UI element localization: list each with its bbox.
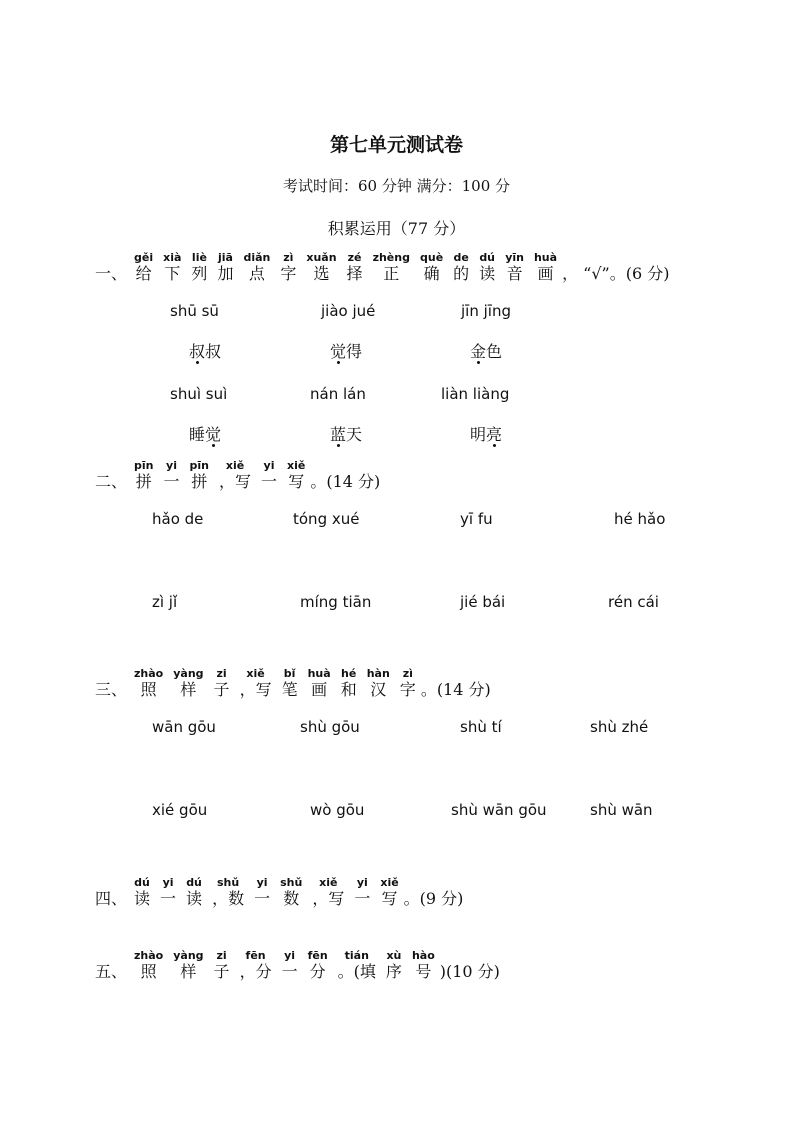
pinyin-annotation: jiā [217, 251, 233, 264]
hanzi-char: 照 [140, 962, 157, 981]
hanzi-char: 加 [217, 264, 234, 283]
ruby-char [282, 950, 298, 982]
question-1-heading [95, 252, 669, 284]
pinyin-annotation: zì [402, 667, 413, 680]
ruby-char [173, 950, 203, 982]
question-3-ruby-group [129, 668, 421, 700]
hanzi-char: 笔 [281, 680, 298, 699]
q3-stroke-2-3: shù wān gōu [451, 801, 547, 819]
pinyin-annotation: zi [216, 949, 227, 962]
ruby-char [160, 877, 176, 909]
ruby-char [243, 252, 270, 284]
hanzi-char: 字 [280, 264, 297, 283]
ruby-char [190, 460, 209, 492]
hanzi-char: 和 [340, 680, 357, 699]
hanzi-char: 拼 [135, 472, 152, 491]
q3-stroke-1-3: shù tí [460, 718, 502, 736]
hanzi-char: 数 [283, 889, 300, 908]
hanzi-char: ，写 [239, 680, 272, 699]
pinyin-annotation: yīn [505, 251, 524, 264]
question-4-heading [95, 877, 463, 909]
pinyin-annotation: xiě [246, 667, 265, 680]
q3-stroke-2-1: xié gōu [152, 801, 208, 819]
q3-stroke-1-4: shù zhé [590, 718, 649, 736]
pinyin-annotation: gěi [134, 251, 154, 264]
question-number: 二、 [95, 472, 128, 491]
pinyin-annotation: yàng [173, 949, 204, 962]
hanzi-char: 分 [309, 962, 326, 981]
hanzi-char: 给 [135, 264, 152, 283]
question-5-heading [95, 950, 500, 982]
hanzi-char: 音 [506, 264, 523, 283]
hanzi-char: 的 [453, 264, 470, 283]
hanzi-char: 一 [354, 889, 371, 908]
q1-word-1-2: 觉得 [330, 342, 363, 361]
q2-pinyin-1-1: hǎo de [152, 510, 204, 528]
q1-pinyin-2-3: liàn liàng [441, 385, 510, 403]
hanzi-char: 汉 [370, 680, 387, 699]
pinyin-annotation: shǔ [216, 876, 240, 889]
question-number: 一、 [95, 264, 128, 283]
ruby-char [214, 950, 230, 982]
ruby-char [505, 252, 524, 284]
hanzi-char: 一 [163, 472, 180, 491]
ruby-char [479, 252, 495, 284]
q1-pinyin-2-1: shuì suì [170, 385, 228, 403]
pinyin-annotation: hé [341, 667, 357, 680]
q2-pinyin-2-4: rén cái [608, 593, 659, 611]
q3-stroke-1-1: wān gōu [152, 718, 216, 736]
pinyin-annotation: fēn [307, 949, 328, 962]
hanzi-char: 读 [186, 889, 203, 908]
ruby-char [186, 877, 202, 909]
question-number: 五、 [95, 962, 128, 981]
pinyin-annotation: yàng [173, 667, 204, 680]
ruby-char [280, 252, 296, 284]
pinyin-annotation: zi [216, 667, 227, 680]
ruby-char [308, 668, 331, 700]
hanzi-char: 读 [134, 889, 151, 908]
pinyin-annotation: bǐ [283, 667, 296, 680]
q2-pinyin-1-4: hé hǎo [614, 510, 666, 528]
ruby-char [338, 950, 376, 982]
hanzi-char: 画 [537, 264, 554, 283]
pinyin-annotation: yi [256, 876, 268, 889]
pinyin-annotation: hàn [366, 667, 390, 680]
ruby-char [134, 460, 153, 492]
q3-stroke-1-2: shù gōu [300, 718, 360, 736]
pinyin-annotation: zì [283, 251, 294, 264]
hanzi-char: ，写 [219, 472, 252, 491]
hanzi-char: 写 [381, 889, 398, 908]
part-title: 积累运用（77 分） [327, 219, 466, 238]
pinyin-annotation: dú [479, 251, 496, 264]
question-2-ruby-group [129, 460, 310, 492]
hanzi-char: 一 [281, 962, 298, 981]
ruby-char [212, 877, 244, 909]
pinyin-annotation: zhèng [372, 251, 410, 264]
hanzi-char: 子 [213, 680, 230, 699]
pinyin-annotation: huà [533, 251, 558, 264]
ruby-char [386, 950, 402, 982]
ruby-char [312, 877, 344, 909]
pinyin-annotation: xù [386, 949, 402, 962]
hanzi-char: ，分 [239, 962, 272, 981]
pinyin-annotation: de [453, 251, 469, 264]
question-4-ruby-group [129, 877, 404, 909]
pinyin-annotation: xià [163, 251, 182, 264]
hanzi-char: 正 [383, 264, 400, 283]
pinyin-annotation: yi [263, 459, 275, 472]
ruby-char [287, 460, 305, 492]
ruby-char [282, 668, 298, 700]
ruby-char [163, 252, 181, 284]
pinyin-annotation: zé [347, 251, 362, 264]
hanzi-char: 子 [213, 962, 230, 981]
pinyin-annotation: zhào [134, 667, 164, 680]
q1-pinyin-1-3: jīn jīng [461, 302, 511, 320]
hanzi-char: 号 [415, 962, 432, 981]
ruby-char [254, 877, 270, 909]
question-5-tail: )(10 分) [439, 962, 500, 981]
q1-word-2-2: 蓝天 [330, 425, 363, 444]
question-2-tail: 。(14 分) [310, 472, 381, 491]
hanzi-char: 画 [311, 680, 328, 699]
question-1-tail: ， “√”。(6 分) [562, 264, 670, 283]
q1-pinyin-1-1: shū sū [170, 302, 219, 320]
ruby-char [373, 252, 410, 284]
pinyin-annotation: huà [307, 667, 331, 680]
q2-pinyin-2-3: jié bái [460, 593, 506, 611]
pinyin-annotation: dú [186, 876, 202, 889]
page-title: 第七单元测试卷 [329, 134, 463, 156]
ruby-char [400, 668, 416, 700]
pinyin-annotation: diǎn [243, 251, 271, 264]
question-3-tail: 。(14 分) [420, 680, 491, 699]
hanzi-char: 字 [399, 680, 416, 699]
q2-pinyin-2-2: míng tiān [300, 593, 372, 611]
ruby-char [219, 460, 251, 492]
hanzi-char: 一 [160, 889, 177, 908]
hanzi-char: 择 [346, 264, 363, 283]
ruby-char [453, 252, 469, 284]
q3-stroke-2-2: wò gōu [310, 801, 365, 819]
ruby-char [134, 950, 163, 982]
ruby-char [354, 877, 370, 909]
question-2-heading [95, 460, 380, 492]
question-number: 三、 [95, 680, 128, 699]
ruby-char [347, 252, 363, 284]
ruby-char [164, 460, 180, 492]
hanzi-char: 拼 [191, 472, 208, 491]
hanzi-char: 列 [191, 264, 208, 283]
ruby-char [240, 950, 272, 982]
hanzi-char: 读 [479, 264, 496, 283]
ruby-char [214, 668, 230, 700]
hanzi-char: 。(填 [337, 962, 376, 981]
hanzi-char: 点 [248, 264, 265, 283]
q1-word-1-3: 金色 [470, 342, 503, 361]
hanzi-char: 一 [254, 889, 271, 908]
pinyin-annotation: yi [166, 459, 177, 472]
pinyin-annotation: xiě [380, 876, 399, 889]
pinyin-annotation: xiě [319, 876, 338, 889]
pinyin-annotation: fēn [245, 949, 266, 962]
hanzi-char: 照 [140, 680, 157, 699]
pinyin-annotation: pīn [189, 459, 209, 472]
q2-pinyin-1-3: yī fu [460, 510, 493, 528]
ruby-char [261, 460, 277, 492]
q2-pinyin-1-2: tóng xué [293, 510, 360, 528]
pinyin-annotation: yi [162, 876, 174, 889]
ruby-char [420, 252, 443, 284]
question-1-ruby-group [129, 252, 562, 284]
ruby-char [173, 668, 203, 700]
ruby-char [134, 668, 163, 700]
hanzi-char: 写 [288, 472, 305, 491]
ruby-char [280, 877, 302, 909]
question-3-heading [95, 668, 491, 700]
hanzi-char: ，写 [312, 889, 345, 908]
q3-stroke-2-4: shù wān [590, 801, 653, 819]
ruby-char [380, 877, 398, 909]
q1-word-1-1: 叔叔 [189, 342, 222, 361]
ruby-char [412, 950, 435, 982]
question-5-ruby-group [129, 950, 440, 982]
q2-pinyin-2-1: zì jǐ [152, 593, 178, 611]
pinyin-annotation: zhào [134, 949, 164, 962]
ruby-char [134, 252, 153, 284]
pinyin-annotation: liè [191, 251, 207, 264]
question-number: 四、 [95, 889, 128, 908]
hanzi-char: 下 [164, 264, 181, 283]
pinyin-annotation: hào [411, 949, 435, 962]
pinyin-annotation: xuǎn [306, 251, 337, 264]
exam-info: 考试时间：60 分钟 满分：100 分 [282, 177, 511, 195]
q1-word-2-1: 睡觉 [189, 425, 222, 444]
ruby-char [306, 252, 336, 284]
hanzi-char: 确 [423, 264, 440, 283]
pinyin-annotation: xiě [287, 459, 306, 472]
pinyin-annotation: shǔ [280, 876, 303, 889]
ruby-char [240, 668, 272, 700]
ruby-char [217, 252, 233, 284]
q1-pinyin-1-2: jiào jué [321, 302, 376, 320]
pinyin-annotation: què [419, 251, 444, 264]
ruby-char [534, 252, 557, 284]
q1-pinyin-2-2: nán lán [310, 385, 366, 403]
hanzi-char: 样 [180, 962, 197, 981]
ruby-char [191, 252, 207, 284]
question-4-tail: 。(9 分) [403, 889, 464, 908]
hanzi-char: 序 [385, 962, 402, 981]
ruby-char [308, 950, 328, 982]
pinyin-annotation: dú [134, 876, 150, 889]
hanzi-char: 样 [180, 680, 197, 699]
hanzi-char: 选 [313, 264, 330, 283]
q1-word-2-3: 明亮 [470, 425, 503, 444]
pinyin-annotation: pīn [134, 459, 154, 472]
pinyin-annotation: yi [356, 876, 368, 889]
pinyin-annotation: tián [344, 949, 369, 962]
ruby-char [341, 668, 357, 700]
pinyin-annotation: yi [284, 949, 296, 962]
ruby-char [367, 668, 390, 700]
hanzi-char: ，数 [212, 889, 245, 908]
pinyin-annotation: xiě [225, 459, 245, 472]
ruby-char [134, 877, 150, 909]
hanzi-char: 一 [261, 472, 278, 491]
